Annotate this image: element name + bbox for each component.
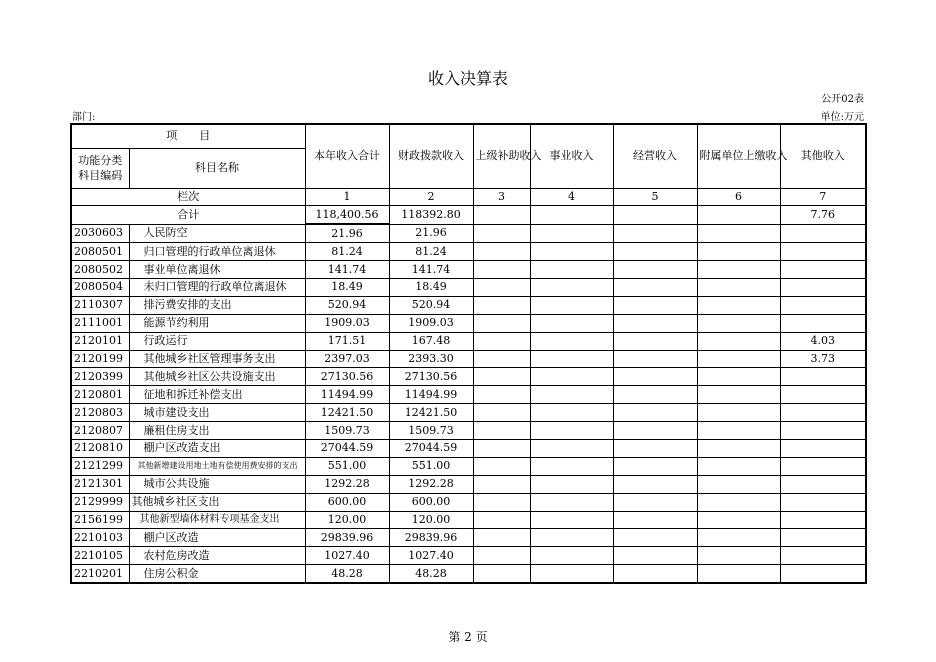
table-row xyxy=(71,296,866,314)
column-index-4: 4 xyxy=(530,188,613,206)
table-row xyxy=(71,547,866,565)
row-subject-name: 人民防空 xyxy=(129,224,305,242)
row-col-6 xyxy=(697,457,780,475)
row-col-3 xyxy=(473,457,530,475)
row-col-1: 551.00 xyxy=(305,457,389,475)
row-code: 2120199 xyxy=(71,350,129,368)
row-subject-name: 棚户区改造支出 xyxy=(129,439,305,457)
row-col-5 xyxy=(613,296,697,314)
row-subject-name: 其他城乡社区公共设施支出 xyxy=(129,368,305,386)
row-col-7 xyxy=(780,224,866,242)
total-col-3 xyxy=(473,206,530,224)
row-col-1: 1509.73 xyxy=(305,422,389,440)
row-col-2: 81.24 xyxy=(389,243,473,261)
header-subject-name: 科目名称 xyxy=(129,148,305,188)
row-col-3 xyxy=(473,386,530,404)
row-col-3 xyxy=(473,278,530,296)
row-col-5 xyxy=(613,404,697,422)
row-col-7 xyxy=(780,386,866,404)
row-col-3 xyxy=(473,350,530,368)
row-col-3 xyxy=(473,243,530,261)
row-col-5 xyxy=(613,565,697,583)
row-col-2: 21.96 xyxy=(389,224,473,242)
row-code: 2210201 xyxy=(71,565,129,583)
unit-label: 单位:万元 xyxy=(820,112,864,123)
table-row xyxy=(71,404,866,422)
row-col-3 xyxy=(473,439,530,457)
table-row xyxy=(71,511,866,529)
row-col-4 xyxy=(530,547,613,565)
row-col-4 xyxy=(530,332,613,350)
table-row xyxy=(71,314,866,332)
row-col-5 xyxy=(613,224,697,242)
total-col-6 xyxy=(697,206,780,224)
row-col-6 xyxy=(697,278,780,296)
total-label: 合计 xyxy=(71,206,305,224)
row-col-6 xyxy=(697,422,780,440)
row-subject-name: 城市建设支出 xyxy=(129,404,305,422)
row-subject-name: 其他城乡社区支出 xyxy=(129,493,305,511)
row-col-7 xyxy=(780,475,866,493)
table-row xyxy=(71,278,866,296)
header-col-4: 事业收入 xyxy=(530,124,613,188)
table-row xyxy=(71,243,866,261)
table-row xyxy=(71,439,866,457)
row-col-7 xyxy=(780,296,866,314)
column-index-7: 7 xyxy=(780,188,866,206)
row-col-4 xyxy=(530,565,613,583)
row-code: 2210105 xyxy=(71,547,129,565)
row-col-6 xyxy=(697,529,780,547)
row-col-2: 27130.56 xyxy=(389,368,473,386)
row-col-1: 21.96 xyxy=(305,224,389,242)
row-col-2: 141.74 xyxy=(389,261,473,279)
row-subject-name: 住房公积金 xyxy=(129,565,305,583)
row-col-6 xyxy=(697,386,780,404)
header-col-7: 其他收入 xyxy=(780,124,866,188)
row-col-7 xyxy=(780,261,866,279)
row-col-1: 1292.28 xyxy=(305,475,389,493)
row-col-2: 2393.30 xyxy=(389,350,473,368)
row-col-5 xyxy=(613,386,697,404)
row-col-7: 4.03 xyxy=(780,332,866,350)
row-col-4 xyxy=(530,224,613,242)
row-col-7: 3.73 xyxy=(780,350,866,368)
row-subject-name: 农村危房改造 xyxy=(129,547,305,565)
row-code: 2120810 xyxy=(71,439,129,457)
row-subject-name: 其他新型墙体材料专项基金支出 xyxy=(129,511,305,529)
column-index-5: 5 xyxy=(613,188,697,206)
row-col-4 xyxy=(530,457,613,475)
row-col-4 xyxy=(530,439,613,457)
table-row xyxy=(71,332,866,350)
table-row xyxy=(71,350,866,368)
row-col-6 xyxy=(697,511,780,529)
header-item: 项 目 xyxy=(71,124,305,148)
row-col-1: 18.49 xyxy=(305,278,389,296)
row-col-3 xyxy=(473,261,530,279)
row-col-1: 2397.03 xyxy=(305,350,389,368)
row-col-3 xyxy=(473,511,530,529)
header-func-code: 功能分类科目编码 xyxy=(71,148,129,188)
row-subject-name: 排污费安排的支出 xyxy=(129,296,305,314)
row-col-5 xyxy=(613,368,697,386)
row-col-5 xyxy=(613,261,697,279)
row-col-1: 1909.03 xyxy=(305,314,389,332)
row-col-6 xyxy=(697,493,780,511)
row-col-1: 171.51 xyxy=(305,332,389,350)
row-code: 2080501 xyxy=(71,243,129,261)
row-col-1: 81.24 xyxy=(305,243,389,261)
row-col-1: 1027.40 xyxy=(305,547,389,565)
row-col-2: 551.00 xyxy=(389,457,473,475)
row-col-7 xyxy=(780,565,866,583)
row-code: 2080502 xyxy=(71,261,129,279)
row-subject-name: 未归口管理的行政单位离退休 xyxy=(129,278,305,296)
row-code: 2120807 xyxy=(71,422,129,440)
row-col-4 xyxy=(530,475,613,493)
row-col-4 xyxy=(530,368,613,386)
row-col-4 xyxy=(530,386,613,404)
total-col-2: 118392.80 xyxy=(389,206,473,224)
row-col-1: 48.28 xyxy=(305,565,389,583)
row-col-4 xyxy=(530,404,613,422)
row-col-6 xyxy=(697,368,780,386)
column-index-1: 1 xyxy=(305,188,389,206)
row-col-5 xyxy=(613,314,697,332)
income-table xyxy=(70,123,867,584)
row-col-7 xyxy=(780,243,866,261)
row-col-5 xyxy=(613,529,697,547)
row-code: 2080504 xyxy=(71,278,129,296)
total-col-7: 7.76 xyxy=(780,206,866,224)
row-code: 2120803 xyxy=(71,404,129,422)
row-col-2: 1509.73 xyxy=(389,422,473,440)
total-col-4 xyxy=(530,206,613,224)
table-row xyxy=(71,529,866,547)
row-col-5 xyxy=(613,350,697,368)
row-col-7 xyxy=(780,529,866,547)
row-col-2: 18.49 xyxy=(389,278,473,296)
row-col-2: 167.48 xyxy=(389,332,473,350)
row-col-3 xyxy=(473,332,530,350)
total-row xyxy=(71,206,866,224)
row-col-3 xyxy=(473,404,530,422)
page-number: 第 2 页 xyxy=(448,630,488,644)
row-col-4 xyxy=(530,493,613,511)
row-col-7 xyxy=(780,439,866,457)
row-col-5 xyxy=(613,422,697,440)
row-subject-name: 棚户区改造 xyxy=(129,529,305,547)
table-row xyxy=(71,368,866,386)
row-col-3 xyxy=(473,547,530,565)
row-col-7 xyxy=(780,278,866,296)
row-col-6 xyxy=(697,565,780,583)
column-index-2: 2 xyxy=(389,188,473,206)
row-col-2: 29839.96 xyxy=(389,529,473,547)
row-code: 2110307 xyxy=(71,296,129,314)
row-col-5 xyxy=(613,547,697,565)
row-col-1: 600.00 xyxy=(305,493,389,511)
row-col-4 xyxy=(530,350,613,368)
row-code: 2120801 xyxy=(71,386,129,404)
row-col-6 xyxy=(697,350,780,368)
row-col-5 xyxy=(613,278,697,296)
row-col-6 xyxy=(697,475,780,493)
row-col-3 xyxy=(473,422,530,440)
row-col-2: 11494.99 xyxy=(389,386,473,404)
row-subject-name: 征地和拆迁补偿支出 xyxy=(129,386,305,404)
form-number: 公开02表 xyxy=(821,94,864,105)
row-col-1: 12421.50 xyxy=(305,404,389,422)
row-col-3 xyxy=(473,475,530,493)
row-code: 2121301 xyxy=(71,475,129,493)
table-row xyxy=(71,457,866,475)
header-col-5: 经营收入 xyxy=(613,124,697,188)
row-col-3 xyxy=(473,529,530,547)
row-col-7 xyxy=(780,547,866,565)
row-subject-name: 其他新增建设用地土地有偿使用费安排的支出 xyxy=(129,457,305,475)
row-col-5 xyxy=(613,243,697,261)
row-col-3 xyxy=(473,493,530,511)
column-index-label: 栏次 xyxy=(71,188,305,206)
row-col-5 xyxy=(613,457,697,475)
row-col-6 xyxy=(697,439,780,457)
department-label: 部门: xyxy=(72,112,96,123)
row-col-5 xyxy=(613,332,697,350)
row-code: 2111001 xyxy=(71,314,129,332)
header-col-6: 附属单位上缴收入 xyxy=(697,124,780,188)
row-code: 2121299 xyxy=(71,457,129,475)
row-code: 2156199 xyxy=(71,511,129,529)
row-col-3 xyxy=(473,296,530,314)
row-col-6 xyxy=(697,261,780,279)
row-col-7 xyxy=(780,314,866,332)
row-col-6 xyxy=(697,224,780,242)
row-col-1: 11494.99 xyxy=(305,386,389,404)
row-col-1: 27044.59 xyxy=(305,439,389,457)
row-col-2: 120.00 xyxy=(389,511,473,529)
row-col-4 xyxy=(530,314,613,332)
row-subject-name: 廉租住房支出 xyxy=(129,422,305,440)
row-col-6 xyxy=(697,314,780,332)
report-title: 收入决算表 xyxy=(427,69,508,88)
row-col-1: 520.94 xyxy=(305,296,389,314)
row-col-2: 12421.50 xyxy=(389,404,473,422)
row-col-6 xyxy=(697,547,780,565)
header-col-2: 财政拨款收入 xyxy=(389,124,473,188)
table-row xyxy=(71,565,866,583)
row-col-3 xyxy=(473,224,530,242)
row-code: 2120101 xyxy=(71,332,129,350)
row-col-1: 27130.56 xyxy=(305,368,389,386)
row-col-2: 48.28 xyxy=(389,565,473,583)
table-row xyxy=(71,261,866,279)
row-col-4 xyxy=(530,261,613,279)
row-col-7 xyxy=(780,493,866,511)
row-col-5 xyxy=(613,475,697,493)
row-col-7 xyxy=(780,511,866,529)
row-col-7 xyxy=(780,368,866,386)
row-col-4 xyxy=(530,511,613,529)
row-code: 2129999 xyxy=(71,493,129,511)
row-col-4 xyxy=(530,278,613,296)
column-index-3: 3 xyxy=(473,188,530,206)
row-col-3 xyxy=(473,565,530,583)
row-col-3 xyxy=(473,314,530,332)
row-code: 2120399 xyxy=(71,368,129,386)
row-col-6 xyxy=(697,296,780,314)
table-row xyxy=(71,422,866,440)
row-col-7 xyxy=(780,404,866,422)
row-col-5 xyxy=(613,439,697,457)
row-col-2: 1292.28 xyxy=(389,475,473,493)
row-col-7 xyxy=(780,422,866,440)
table-row xyxy=(71,475,866,493)
row-col-2: 1027.40 xyxy=(389,547,473,565)
row-col-2: 600.00 xyxy=(389,493,473,511)
row-col-2: 1909.03 xyxy=(389,314,473,332)
row-col-6 xyxy=(697,332,780,350)
table-row xyxy=(71,386,866,404)
row-subject-name: 归口管理的行政单位离退休 xyxy=(129,243,305,261)
row-col-5 xyxy=(613,493,697,511)
row-subject-name: 其他城乡社区管理事务支出 xyxy=(129,350,305,368)
row-col-6 xyxy=(697,404,780,422)
row-code: 2210103 xyxy=(71,529,129,547)
row-col-6 xyxy=(697,243,780,261)
row-subject-name: 城市公共设施 xyxy=(129,475,305,493)
row-col-1: 120.00 xyxy=(305,511,389,529)
header-col-3: 上级补助收入 xyxy=(473,124,530,188)
header-col-1: 本年收入合计 xyxy=(305,124,389,188)
row-col-4 xyxy=(530,243,613,261)
row-col-7 xyxy=(780,457,866,475)
row-col-1: 29839.96 xyxy=(305,529,389,547)
total-col-5 xyxy=(613,206,697,224)
row-col-2: 520.94 xyxy=(389,296,473,314)
row-col-4 xyxy=(530,529,613,547)
table-row xyxy=(71,224,866,242)
row-subject-name: 行政运行 xyxy=(129,332,305,350)
total-col-1: 118,400.56 xyxy=(305,206,389,224)
row-col-1: 141.74 xyxy=(305,261,389,279)
row-subject-name: 能源节约利用 xyxy=(129,314,305,332)
row-code: 2030603 xyxy=(71,224,129,242)
column-index-6: 6 xyxy=(697,188,780,206)
row-subject-name: 事业单位离退休 xyxy=(129,261,305,279)
row-col-3 xyxy=(473,368,530,386)
row-col-2: 27044.59 xyxy=(389,439,473,457)
row-col-4 xyxy=(530,296,613,314)
row-col-5 xyxy=(613,511,697,529)
table-row xyxy=(71,493,866,511)
row-col-4 xyxy=(530,422,613,440)
